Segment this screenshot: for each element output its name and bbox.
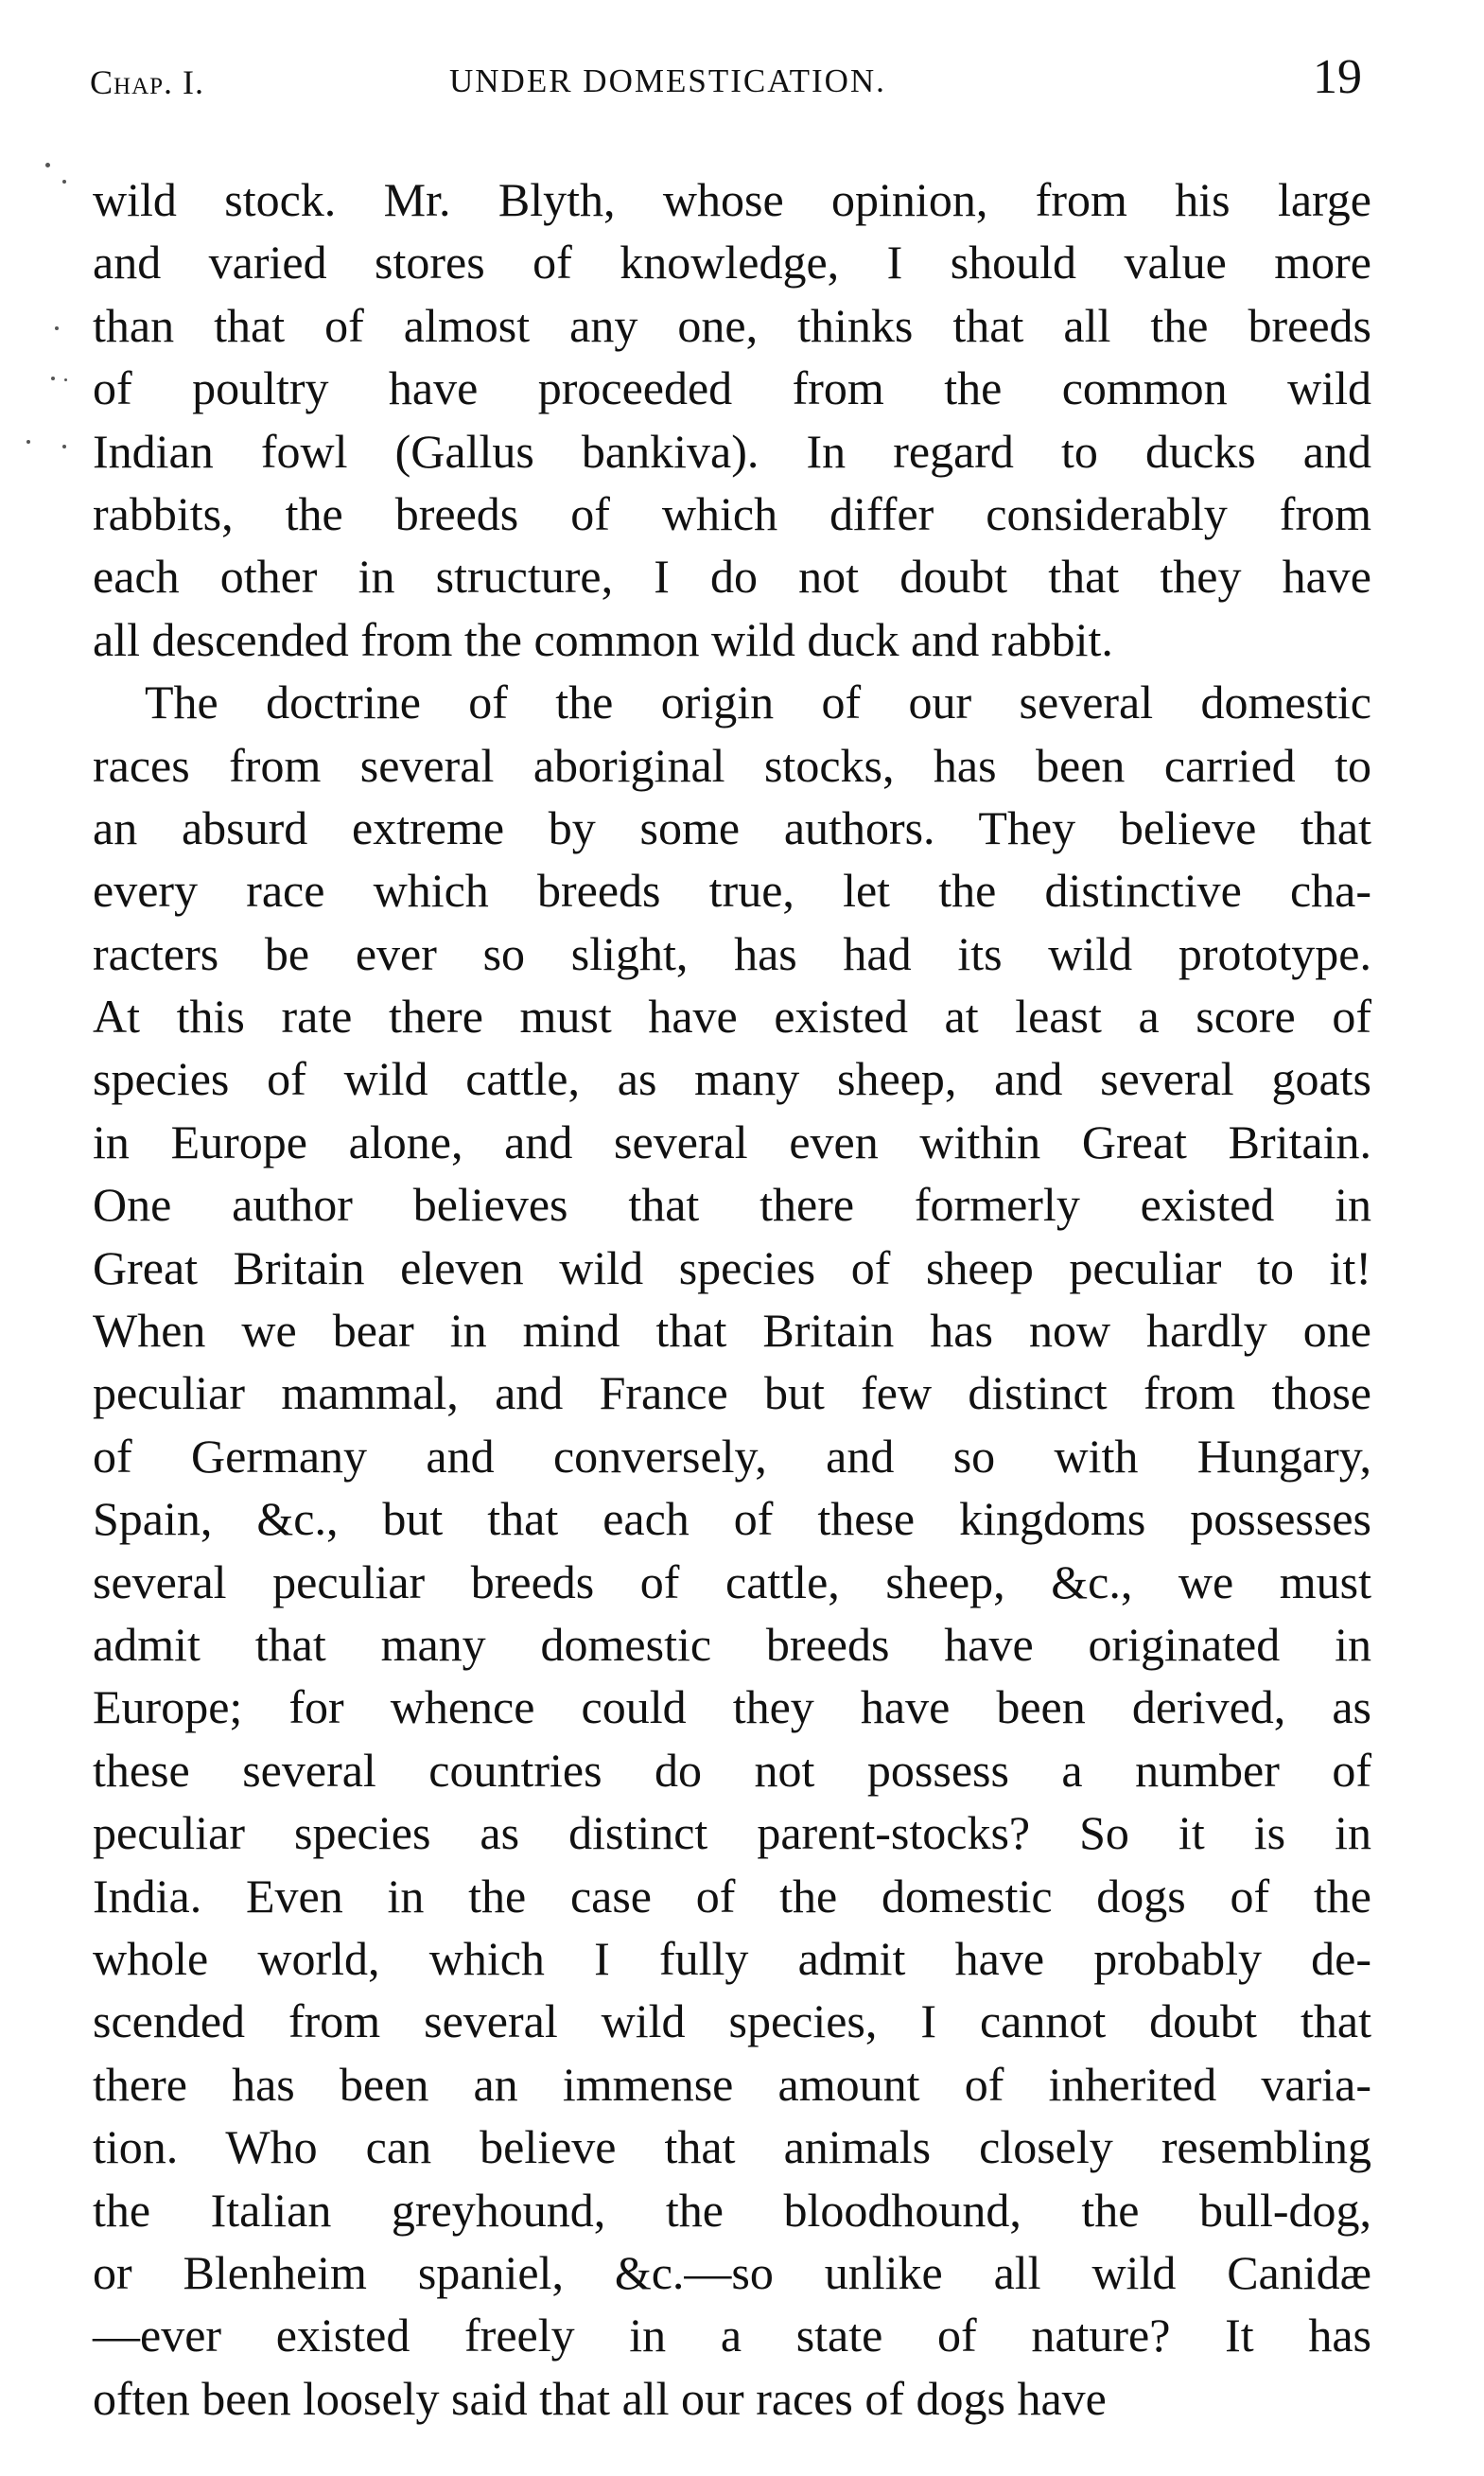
speck-mark — [64, 378, 67, 381]
text-line: every race which breeds true, let the distinctive cha- — [93, 864, 1371, 918]
body-text — [93, 168, 1371, 2430]
text-line: there has been an immense amount of inherited varia- — [93, 2057, 1371, 2111]
text-line: and varied stores of knowledge, I should value more — [93, 236, 1371, 290]
paragraph — [93, 671, 1371, 2430]
speck-mark — [62, 180, 66, 184]
speck-mark — [62, 445, 66, 448]
running-head — [90, 49, 1362, 115]
text-line: —ever existed freely in a state of nature? It has — [93, 2309, 1371, 2362]
chapter-label: Chap. I. — [90, 63, 205, 101]
text-line: scended from several wild species, I cannot doubt that — [93, 1994, 1371, 2048]
text-line: each other in structure, I do not doubt that they have — [93, 550, 1371, 604]
text-line: whole world, which I fully admit have probably de- — [93, 1931, 1371, 1985]
text-line: or Blenheim spaniel, &c.—so unlike all wild Canidæ — [93, 2245, 1371, 2299]
text-line: Great Britain eleven wild species of sheep peculiar to it! — [93, 1240, 1371, 1294]
text-line: The doctrine of the origin of our several domestic — [145, 676, 1371, 729]
text-line: rabbits, the breeds of which differ considerably from — [93, 486, 1371, 540]
running-title: UNDER DOMESTICATION. — [449, 62, 886, 99]
text-line: several peculiar breeds of cattle, sheep, &c., we must — [93, 1554, 1371, 1608]
paragraph — [93, 168, 1371, 671]
text-line: admit that many domestic breeds have originated in — [93, 1617, 1371, 1671]
text-line: Europe; for whence could they have been derived, as — [93, 1680, 1371, 1734]
text-line: the Italian greyhound, the bloodhound, the bull-dog, — [93, 2183, 1371, 2237]
text-line: peculiar species as distinct parent-stocks? So it is in — [93, 1806, 1371, 1860]
text-line: tion. Who can believe that animals closely resembling — [93, 2120, 1371, 2174]
speck-mark — [26, 440, 30, 444]
text-line: of poultry have proceeded from the common wild — [93, 361, 1371, 415]
text-line: than that of almost any one, thinks that all the breeds — [93, 298, 1371, 352]
text-line: wild stock. Mr. Blyth, whose opinion, from his large — [93, 173, 1371, 226]
text-line: an absurd extreme by some authors. They believe that — [93, 800, 1371, 854]
text-line: species of wild cattle, as many sheep, and several goats — [93, 1052, 1371, 1106]
text-line: often been loosely said that all our races of dogs have — [93, 2371, 1107, 2425]
text-line: racters be ever so slight, has had its wild prototype. — [93, 926, 1371, 980]
speck-mark — [55, 326, 59, 330]
text-line: peculiar mammal, and France but few distinct from those — [93, 1366, 1371, 1420]
speck-mark — [51, 377, 55, 380]
speck-mark — [45, 163, 50, 167]
margin-specks — [8, 151, 83, 483]
text-line: in Europe alone, and several even within Great Britain. — [93, 1115, 1371, 1168]
text-line: of Germany and conversely, and so with Hungary, — [93, 1429, 1371, 1483]
text-line: races from several aboriginal stocks, has been carried to — [93, 738, 1371, 792]
text-line: Indian fowl (Gallus bankiva). In regard to ducks and — [93, 424, 1371, 478]
text-line: When we bear in mind that Britain has now hardly one — [93, 1304, 1371, 1358]
text-line: all descended from the common wild duck and rabbit. — [93, 612, 1113, 666]
text-line: India. Even in the case of the domestic dogs of the — [93, 1869, 1371, 1923]
page-number: 19 — [1313, 50, 1362, 104]
text-line: At this rate there must have existed at least a score of — [93, 990, 1371, 1044]
text-line: One author believes that there formerly existed in — [93, 1178, 1371, 1232]
text-line: Spain, &c., but that each of these kingdoms possesses — [93, 1492, 1371, 1546]
text-line: these several countries do not possess a number of — [93, 1743, 1371, 1797]
